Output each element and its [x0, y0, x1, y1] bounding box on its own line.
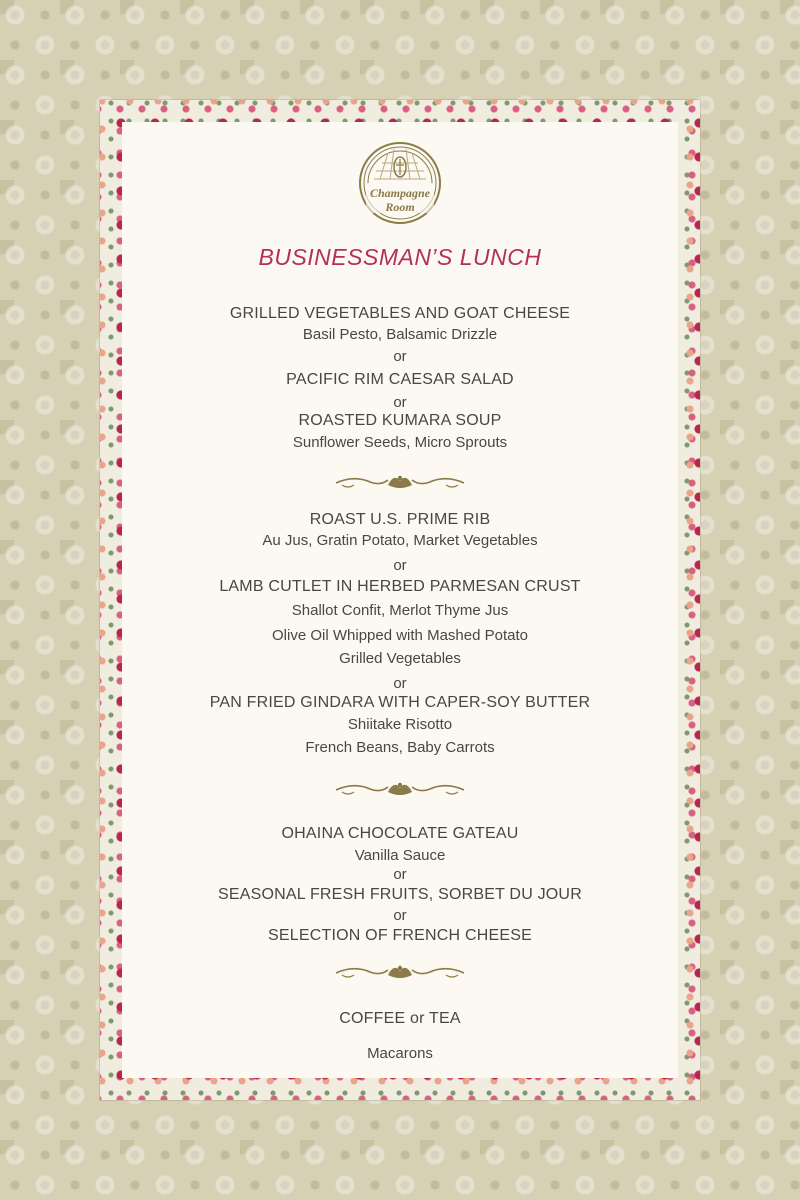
- main-item-3: PAN FRIED GINDARA WITH CAPER-SOY BUTTER: [209, 694, 591, 711]
- dessert-item-1-description: Vanilla Sauce: [354, 847, 446, 864]
- ornament-divider-3: [334, 961, 466, 983]
- or-separator: or: [393, 557, 407, 574]
- main-item-2-description-2: Olive Oil Whipped with Mashed Potato: [272, 627, 528, 644]
- ornament-divider-1: [334, 471, 466, 493]
- main-item-2-description-3: Grilled Vegetables: [339, 650, 461, 667]
- starter-item-1-description: Basil Pesto, Balsamic Drizzle: [302, 326, 498, 343]
- or-separator: or: [393, 907, 407, 924]
- coffee-or-tea: COFFEE or TEA: [339, 1010, 461, 1027]
- champagne-room-logo: [358, 141, 442, 225]
- or-separator: or: [393, 675, 407, 692]
- logo-text-room: Room: [385, 200, 415, 214]
- or-separator: or: [393, 394, 407, 411]
- main-item-2-description-1: Shallot Confit, Merlot Thyme Jus: [291, 602, 509, 619]
- starter-item-2: PACIFIC RIM CAESAR SALAD: [286, 371, 514, 388]
- dessert-item-3: SELECTION OF FRENCH CHEESE: [268, 927, 532, 944]
- main-item-2: LAMB CUTLET IN HERBED PARMESAN CRUST: [219, 578, 581, 595]
- macarons: Macarons: [367, 1045, 433, 1062]
- starter-item-1: GRILLED VEGETABLES AND GOAT CHEESE: [229, 305, 571, 322]
- or-separator: or: [393, 866, 407, 883]
- dessert-item-2: SEASONAL FRESH FRUITS, SORBET DU JOUR: [218, 886, 582, 903]
- or-separator: or: [393, 348, 407, 365]
- dessert-item-1: OHAINA CHOCOLATE GATEAU: [281, 825, 519, 842]
- starter-item-3: ROASTED KUMARA SOUP: [298, 412, 502, 429]
- starter-item-3-description: Sunflower Seeds, Micro Sprouts: [292, 434, 508, 451]
- logo-text-champagne: Champagne: [369, 186, 431, 200]
- main-item-1-description: Au Jus, Gratin Potato, Market Vegetables: [262, 532, 538, 549]
- main-item-3-description-2: French Beans, Baby Carrots: [305, 739, 495, 756]
- ornament-divider-2: [334, 778, 466, 800]
- menu-title: BUSINESSMAN’S LUNCH: [258, 244, 542, 270]
- main-item-1: ROAST U.S. PRIME RIB: [309, 511, 491, 528]
- main-item-3-description-1: Shiitake Risotto: [347, 716, 453, 733]
